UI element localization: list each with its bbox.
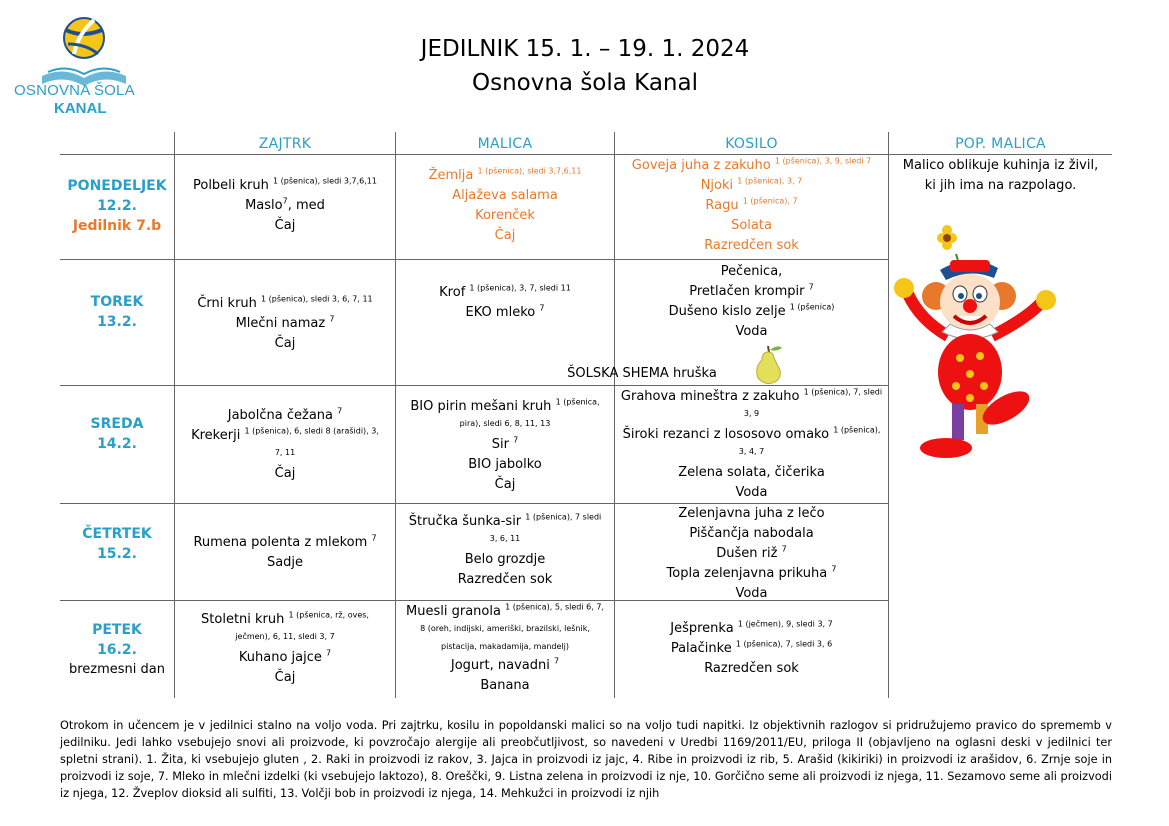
- menu-cell-monday-malica: Žemlja $^{1 (pšenica), sledi 3,7,6,11}$ Aljaževa salama Korenček Čaj: [428, 166, 582, 243]
- day-label-tuesday: TOREK 13.2.: [90, 294, 144, 330]
- grid-line: [60, 154, 1112, 155]
- menu-cell-friday-zajtrk: Stoletni kruh $^{1 (pšenica, rž, oves,}$ ječmen), 6, 11, sledi 3, 7 Kuhano jajce $^7$ Čaj: [201, 610, 369, 685]
- menu-cell-tuesday-kosilo: Pečenica, Pretlačen krompir $^7$ Dušeno kislo zelje $^{1 (pšenica)}$ Voda: [668, 264, 835, 339]
- logo-text: OSNOVNA ŠOLA: [14, 82, 135, 99]
- day-label-wednesday: SREDA 14.2.: [90, 416, 144, 452]
- day-label-monday: PONEDELJEK 12.2. Jedilnik 7.b: [67, 178, 167, 234]
- menu-cell-monday-zajtrk: Polbeli kruh $^{1 (pšenica), sledi 3,7,6,11}$ Maslo$^7$, med Čaj: [192, 176, 377, 233]
- day-label-thursday: ČETRTEK 15.2.: [82, 526, 152, 562]
- column-header-malica: MALICA: [477, 136, 533, 152]
- menu-cell-tuesday-zajtrk: Črni kruh $^{1 (pšenica), sledi 3, 6, 7, 11}$ Mlečni namaz $^7$ Čaj: [197, 294, 373, 351]
- menu-cell-wednesday-kosilo: Grahova mineštra z zakuho $^{1 (pšenica), 7, sledi}$ 3, 9 Široki rezanci z lososovo omako $^{1 (pšenica),}$ 3, 4, 7 Zelena solata, čičerika Voda: [620, 387, 883, 500]
- pear-icon: [750, 342, 786, 386]
- grid-line: [888, 132, 889, 698]
- column-header-kosilo: KOSILO: [725, 136, 778, 152]
- menu-cell-tuesday-malica: Krof $^{1 (pšenica), 3, 7, sledi 11}$ EKO mleko $^7$: [439, 283, 571, 320]
- clown-illustration: [890, 224, 1070, 464]
- column-header-zajtrk: ZAJTRK: [258, 136, 312, 152]
- page-subtitle: Osnovna šola Kanal: [471, 70, 698, 96]
- page-title: JEDILNIK 15. 1. – 19. 1. 2024: [420, 36, 750, 62]
- menu-cell-friday-malica: Muesli granola $^{1 (pšenica), 5, sledi 6, 7,}$ 8 (oreh, indijski, ameriški, brazilski, lešnik, pistacija, makadamija, mandelj) Jogurt, navadni $^7$ Banana: [406, 602, 604, 693]
- pop-malica-note: Malico oblikuje kuhinja iz živil, ki jih ima na razpolago.: [902, 158, 1099, 193]
- footnote-text: Otrokom in učencem je v jedilnici stalno na voljo voda. Pri zajtrku, kosilu in popoldanski malici so na voljo tudi napitki. Iz objektivnih razlogov si pridružujemo pravico do sprememb v jedilniku. Jedi lahko vsebujejo snovi ali proizvode, ki povzročajo alergije ali preobčutljivost, so navedeni v Uredbi 1169/2011/EU, priloga II (objavljeno na oglasni deski v jedilnici ter spletni strani). 1. Žita, ki vsebujejo gluten , 2. Raki in proizvodi iz rakov, 3. Jajca in proizvodi iz jajc, 4. Ribe in proizvodi iz rib, 5. Arašid (kikiriki) in proizvodi iz arašidov, 6. Zrnje soje in proizvodi iz soje, 7. Mleko in mlečni izdelki (ki vsebujejo laktozo), 8. Oreščki, 9. Listna zelena in proizvodi iz nje, 10. Gorčično seme ali proizvodi iz njega, 11. Sezamovo seme ali proizvodi iz njega, 12. Žveplov dioksid ali sulfiti, 13. Volčji bob in proizvodi iz njega, 14. Mehkužci in proizvodi iz njih: [60, 719, 1112, 800]
- menu-cell-wednesday-zajtrk: Jabolčna čežana $^7$ Krekerji $^{1 (pšenica), 6, sledi 8 (arašidi), 3,}$ 7, 11 Čaj: [191, 406, 379, 481]
- menu-cell-thursday-malica: Štručka šunka-sir $^{1 (pšenica), 7 sledi}$ 3, 6, 11 Belo grozdje Razredčen sok: [408, 512, 602, 587]
- school-scheme-label: ŠOLSKA SHEMA hruška: [567, 366, 717, 381]
- column-header-pop-malica: POP. MALICA: [955, 136, 1046, 152]
- menu-cell-thursday-kosilo: Zelenjavna juha z lečo Piščančja nabodala Dušen riž $^7$ Topla zelenjavna prikuha $^7$ Voda: [666, 506, 837, 601]
- menu-cell-wednesday-malica: BIO pirin mešani kruh $^{1 (pšenica,}$ pira), sledi 6, 8, 11, 13 Sir $^7$ BIO jabolko Čaj: [410, 397, 600, 492]
- menu-cell-thursday-zajtrk: Rumena polenta z mlekom $^7$ Sadje: [193, 533, 377, 570]
- logo-text-bold: KANAL: [54, 100, 107, 117]
- day-label-friday: PETEK 16.2. brezmesni dan: [68, 622, 165, 677]
- grid-line: [60, 259, 888, 260]
- menu-cell-monday-kosilo: Goveja juha z zakuho $^{1 (pšenica), 3, 9, sledi 7}$ Njoki $^{1 (pšenica), 3, 7}$ Ragu $^{1 (pšenica), 7}$ Solata Razredčen sok: [631, 156, 872, 253]
- menu-cell-friday-kosilo: Ješprenka $^{1 (ječmen), 9, sledi 3, 7}$ Palačinke $^{1 (pšenica), 7, sledi 3, 6}$ Razredčen sok: [670, 619, 833, 676]
